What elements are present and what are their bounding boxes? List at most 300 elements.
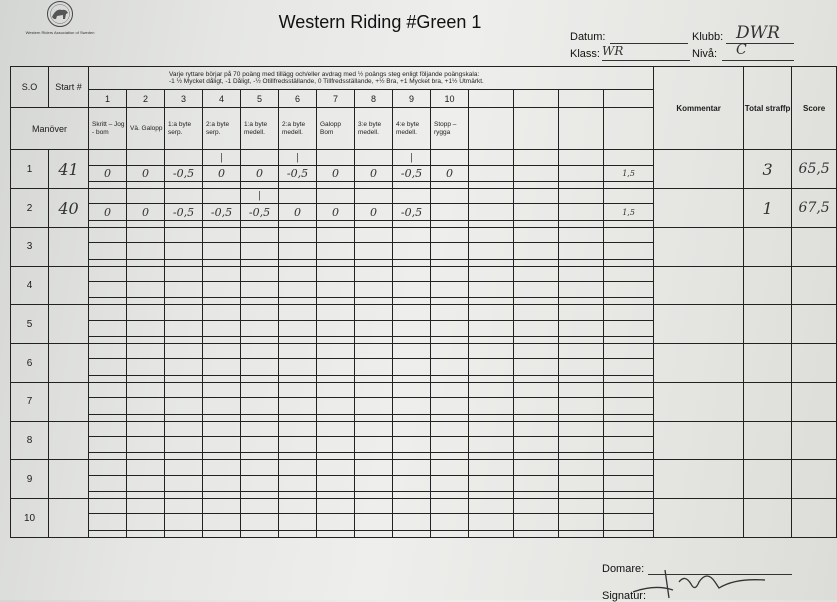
start-number-cell[interactable]: 40 [49, 189, 89, 228]
maneuver-score-cell[interactable] [393, 359, 431, 375]
penalty-cell[interactable] [469, 266, 514, 281]
maneuver-score-cell[interactable] [559, 359, 604, 375]
maneuver-score-cell[interactable] [604, 514, 654, 530]
penalty-cell[interactable] [127, 150, 165, 165]
maneuver-score-cell[interactable] [514, 475, 559, 491]
start-number-cell[interactable] [49, 344, 89, 383]
penalty-cell[interactable] [559, 460, 604, 475]
penalty-cell[interactable]: | [279, 150, 317, 165]
niva-field[interactable] [722, 42, 794, 61]
penalty-cell[interactable] [514, 460, 559, 475]
maneuver-score-cell[interactable] [469, 436, 514, 452]
penalty-cell[interactable] [393, 499, 431, 514]
total-penalty-cell[interactable] [744, 227, 792, 266]
penalty-cell[interactable] [203, 344, 241, 359]
maneuver-score-cell[interactable] [241, 514, 279, 530]
maneuver-score-cell[interactable] [559, 243, 604, 259]
penalty-cell[interactable] [317, 305, 355, 320]
penalty-cell[interactable] [604, 305, 654, 320]
penalty-cell[interactable] [203, 305, 241, 320]
penalty-cell[interactable] [279, 421, 317, 436]
penalty-cell[interactable] [317, 227, 355, 242]
total-penalty-cell[interactable] [744, 344, 792, 383]
maneuver-score-cell[interactable] [165, 281, 203, 297]
comment-cell[interactable] [654, 499, 744, 538]
maneuver-score-cell[interactable] [317, 475, 355, 491]
penalty-cell[interactable] [514, 305, 559, 320]
penalty-cell[interactable] [203, 189, 241, 204]
penalty-cell[interactable] [469, 189, 514, 204]
comment-cell[interactable] [654, 150, 744, 189]
penalty-cell[interactable] [393, 266, 431, 281]
maneuver-score-cell[interactable]: 0 [355, 204, 393, 220]
penalty-cell[interactable] [393, 421, 431, 436]
penalty-cell[interactable] [431, 344, 469, 359]
penalty-cell[interactable] [355, 189, 393, 204]
penalty-cell[interactable] [165, 499, 203, 514]
penalty-cell[interactable] [279, 305, 317, 320]
comment-cell[interactable] [654, 227, 744, 266]
score-cell[interactable] [792, 266, 837, 305]
penalty-cell[interactable] [89, 499, 127, 514]
maneuver-score-cell[interactable] [279, 475, 317, 491]
penalty-cell[interactable] [431, 499, 469, 514]
score-cell[interactable] [792, 344, 837, 383]
maneuver-score-cell[interactable] [559, 514, 604, 530]
score-cell[interactable] [792, 305, 837, 344]
penalty-cell[interactable] [317, 499, 355, 514]
penalty-cell[interactable] [241, 305, 279, 320]
maneuver-score-cell[interactable] [514, 436, 559, 452]
penalty-cell[interactable] [89, 460, 127, 475]
penalty-cell[interactable] [514, 382, 559, 397]
penalty-cell[interactable] [469, 227, 514, 242]
start-number-cell[interactable]: 41 [49, 150, 89, 189]
penalty-cell[interactable]: | [393, 150, 431, 165]
maneuver-score-cell[interactable] [559, 436, 604, 452]
maneuver-score-cell[interactable] [559, 281, 604, 297]
maneuver-score-cell[interactable] [127, 475, 165, 491]
penalty-cell[interactable] [604, 421, 654, 436]
maneuver-score-cell[interactable]: -0,5 [203, 204, 241, 220]
score-cell[interactable] [792, 499, 837, 538]
maneuver-score-cell[interactable] [431, 436, 469, 452]
penalty-cell[interactable] [165, 227, 203, 242]
maneuver-score-cell[interactable] [241, 243, 279, 259]
total-penalty-cell[interactable] [744, 266, 792, 305]
start-number-cell[interactable] [49, 305, 89, 344]
maneuver-score-cell[interactable] [393, 398, 431, 414]
penalty-cell[interactable] [431, 227, 469, 242]
start-number-cell[interactable] [49, 460, 89, 499]
penalty-cell[interactable] [165, 266, 203, 281]
penalty-cell[interactable] [165, 382, 203, 397]
maneuver-score-cell[interactable]: -0,5 [241, 204, 279, 220]
maneuver-score-cell[interactable]: -0,5 [165, 204, 203, 220]
score-cell[interactable]: 65,5 [792, 150, 837, 189]
penalty-cell[interactable] [279, 344, 317, 359]
penalty-cell[interactable] [355, 266, 393, 281]
total-penalty-cell[interactable] [744, 305, 792, 344]
penalty-cell[interactable]: | [241, 189, 279, 204]
maneuver-score-cell[interactable] [165, 475, 203, 491]
maneuver-score-cell[interactable] [127, 398, 165, 414]
penalty-cell[interactable] [89, 421, 127, 436]
maneuver-score-cell[interactable] [469, 398, 514, 414]
maneuver-score-cell[interactable] [469, 243, 514, 259]
maneuver-score-cell[interactable]: 0 [89, 204, 127, 220]
maneuver-score-cell[interactable] [355, 281, 393, 297]
maneuver-score-cell[interactable] [89, 436, 127, 452]
penalty-cell[interactable] [355, 150, 393, 165]
score-cell[interactable] [792, 460, 837, 499]
total-penalty-cell[interactable] [744, 382, 792, 421]
maneuver-score-cell[interactable] [165, 359, 203, 375]
penalty-cell[interactable] [317, 266, 355, 281]
penalty-cell[interactable] [604, 382, 654, 397]
maneuver-score-cell[interactable] [355, 398, 393, 414]
klass-field[interactable] [602, 44, 690, 61]
penalty-cell[interactable] [604, 227, 654, 242]
penalty-cell[interactable] [604, 499, 654, 514]
penalty-cell[interactable] [241, 499, 279, 514]
penalty-cell[interactable] [165, 460, 203, 475]
maneuver-score-cell[interactable] [241, 359, 279, 375]
maneuver-score-cell[interactable] [355, 436, 393, 452]
maneuver-score-cell[interactable] [604, 281, 654, 297]
maneuver-score-cell[interactable] [317, 243, 355, 259]
maneuver-score-cell[interactable] [203, 398, 241, 414]
start-number-cell[interactable] [49, 421, 89, 460]
maneuver-score-cell[interactable] [469, 165, 514, 181]
penalty-cell[interactable] [203, 421, 241, 436]
penalty-cell[interactable] [559, 344, 604, 359]
penalty-cell[interactable] [89, 150, 127, 165]
maneuver-score-cell[interactable] [393, 243, 431, 259]
penalty-cell[interactable] [241, 421, 279, 436]
maneuver-score-cell[interactable] [431, 320, 469, 336]
maneuver-score-cell[interactable] [604, 320, 654, 336]
maneuver-score-cell[interactable] [469, 204, 514, 220]
penalty-cell[interactable] [241, 382, 279, 397]
maneuver-score-cell[interactable]: 0 [317, 204, 355, 220]
maneuver-score-cell[interactable] [317, 320, 355, 336]
penalty-cell[interactable] [604, 460, 654, 475]
penalty-cell[interactable] [431, 150, 469, 165]
start-number-cell[interactable] [49, 266, 89, 305]
penalty-cell[interactable] [559, 189, 604, 204]
maneuver-score-cell[interactable]: -0,5 [279, 165, 317, 181]
penalty-cell[interactable] [89, 189, 127, 204]
maneuver-score-cell[interactable] [604, 475, 654, 491]
penalty-cell[interactable] [165, 305, 203, 320]
maneuver-score-cell[interactable] [127, 281, 165, 297]
start-number-cell[interactable] [49, 499, 89, 538]
maneuver-score-cell[interactable] [514, 320, 559, 336]
maneuver-score-cell[interactable] [355, 359, 393, 375]
maneuver-score-cell[interactable] [469, 359, 514, 375]
maneuver-score-cell[interactable] [469, 281, 514, 297]
penalty-cell[interactable] [203, 460, 241, 475]
maneuver-score-cell[interactable] [431, 514, 469, 530]
penalty-cell[interactable] [393, 382, 431, 397]
score-cell[interactable] [792, 382, 837, 421]
penalty-cell[interactable] [241, 266, 279, 281]
total-penalty-cell[interactable] [744, 460, 792, 499]
penalty-cell[interactable] [559, 266, 604, 281]
maneuver-score-cell[interactable] [514, 398, 559, 414]
maneuver-score-cell[interactable] [127, 436, 165, 452]
maneuver-score-cell[interactable]: 1,5 [604, 165, 654, 181]
comment-cell[interactable] [654, 189, 744, 228]
maneuver-score-cell[interactable] [604, 359, 654, 375]
penalty-cell[interactable] [431, 382, 469, 397]
maneuver-score-cell[interactable]: 0 [355, 165, 393, 181]
penalty-cell[interactable] [393, 227, 431, 242]
maneuver-score-cell[interactable] [241, 320, 279, 336]
maneuver-score-cell[interactable] [165, 436, 203, 452]
maneuver-score-cell[interactable] [89, 514, 127, 530]
maneuver-score-cell[interactable] [514, 514, 559, 530]
comment-cell[interactable] [654, 344, 744, 383]
maneuver-score-cell[interactable] [279, 243, 317, 259]
penalty-cell[interactable] [241, 150, 279, 165]
maneuver-score-cell[interactable] [431, 243, 469, 259]
maneuver-score-cell[interactable] [355, 475, 393, 491]
maneuver-score-cell[interactable] [241, 475, 279, 491]
maneuver-score-cell[interactable] [89, 359, 127, 375]
penalty-cell[interactable] [355, 421, 393, 436]
maneuver-score-cell[interactable] [279, 398, 317, 414]
maneuver-score-cell[interactable] [127, 243, 165, 259]
maneuver-score-cell[interactable] [89, 475, 127, 491]
comment-cell[interactable] [654, 305, 744, 344]
penalty-cell[interactable] [431, 460, 469, 475]
score-cell[interactable] [792, 227, 837, 266]
maneuver-score-cell[interactable] [559, 204, 604, 220]
penalty-cell[interactable] [317, 382, 355, 397]
penalty-cell[interactable] [355, 499, 393, 514]
maneuver-score-cell[interactable] [241, 398, 279, 414]
penalty-cell[interactable] [203, 266, 241, 281]
penalty-cell[interactable] [89, 266, 127, 281]
penalty-cell[interactable] [355, 305, 393, 320]
maneuver-score-cell[interactable] [127, 514, 165, 530]
maneuver-score-cell[interactable] [203, 243, 241, 259]
maneuver-score-cell[interactable] [559, 320, 604, 336]
penalty-cell[interactable] [89, 344, 127, 359]
maneuver-score-cell[interactable] [241, 436, 279, 452]
datum-field[interactable] [610, 31, 688, 44]
total-penalty-cell[interactable] [744, 499, 792, 538]
maneuver-score-cell[interactable] [203, 436, 241, 452]
penalty-cell[interactable] [514, 189, 559, 204]
start-number-cell[interactable] [49, 227, 89, 266]
maneuver-score-cell[interactable]: 0 [127, 165, 165, 181]
maneuver-score-cell[interactable] [355, 514, 393, 530]
maneuver-score-cell[interactable] [393, 436, 431, 452]
maneuver-score-cell[interactable] [514, 204, 559, 220]
penalty-cell[interactable] [165, 150, 203, 165]
maneuver-score-cell[interactable] [469, 320, 514, 336]
penalty-cell[interactable] [514, 150, 559, 165]
penalty-cell[interactable] [165, 421, 203, 436]
maneuver-score-cell[interactable]: 0 [89, 165, 127, 181]
penalty-cell[interactable] [431, 266, 469, 281]
penalty-cell[interactable] [514, 499, 559, 514]
maneuver-score-cell[interactable] [89, 320, 127, 336]
penalty-cell[interactable] [127, 227, 165, 242]
penalty-cell[interactable] [317, 421, 355, 436]
maneuver-score-cell[interactable] [317, 359, 355, 375]
penalty-cell[interactable] [514, 421, 559, 436]
start-number-cell[interactable] [49, 382, 89, 421]
penalty-cell[interactable] [279, 499, 317, 514]
penalty-cell[interactable] [279, 189, 317, 204]
maneuver-score-cell[interactable] [279, 359, 317, 375]
penalty-cell[interactable] [604, 189, 654, 204]
penalty-cell[interactable] [165, 344, 203, 359]
penalty-cell[interactable] [241, 460, 279, 475]
maneuver-score-cell[interactable] [279, 436, 317, 452]
penalty-cell[interactable] [514, 227, 559, 242]
maneuver-score-cell[interactable] [165, 243, 203, 259]
maneuver-score-cell[interactable] [431, 281, 469, 297]
penalty-cell[interactable] [279, 266, 317, 281]
penalty-cell[interactable] [431, 189, 469, 204]
penalty-cell[interactable] [279, 227, 317, 242]
maneuver-score-cell[interactable] [89, 398, 127, 414]
penalty-cell[interactable] [203, 499, 241, 514]
maneuver-score-cell[interactable] [514, 359, 559, 375]
penalty-cell[interactable] [393, 305, 431, 320]
penalty-cell[interactable] [127, 266, 165, 281]
penalty-cell[interactable] [241, 227, 279, 242]
penalty-cell[interactable] [317, 460, 355, 475]
comment-cell[interactable] [654, 266, 744, 305]
penalty-cell[interactable] [355, 382, 393, 397]
total-penalty-cell[interactable] [744, 421, 792, 460]
penalty-cell[interactable] [431, 305, 469, 320]
penalty-cell[interactable] [127, 499, 165, 514]
maneuver-score-cell[interactable]: 0 [279, 204, 317, 220]
maneuver-score-cell[interactable] [393, 475, 431, 491]
score-cell[interactable] [792, 421, 837, 460]
penalty-cell[interactable] [317, 189, 355, 204]
total-penalty-cell[interactable]: 3 [744, 150, 792, 189]
maneuver-score-cell[interactable] [514, 165, 559, 181]
penalty-cell[interactable] [203, 227, 241, 242]
maneuver-score-cell[interactable] [127, 320, 165, 336]
maneuver-score-cell[interactable]: 0 [203, 165, 241, 181]
penalty-cell[interactable] [559, 150, 604, 165]
maneuver-score-cell[interactable] [559, 398, 604, 414]
maneuver-score-cell[interactable]: -0,5 [393, 204, 431, 220]
maneuver-score-cell[interactable] [514, 243, 559, 259]
maneuver-score-cell[interactable] [469, 514, 514, 530]
maneuver-score-cell[interactable] [165, 398, 203, 414]
maneuver-score-cell[interactable] [127, 359, 165, 375]
maneuver-score-cell[interactable] [317, 436, 355, 452]
comment-cell[interactable] [654, 421, 744, 460]
penalty-cell[interactable] [127, 189, 165, 204]
maneuver-score-cell[interactable]: -0,5 [393, 165, 431, 181]
maneuver-score-cell[interactable] [317, 281, 355, 297]
total-penalty-cell[interactable]: 1 [744, 189, 792, 228]
maneuver-score-cell[interactable] [317, 514, 355, 530]
penalty-cell[interactable] [514, 344, 559, 359]
penalty-cell[interactable] [203, 382, 241, 397]
maneuver-score-cell[interactable] [355, 320, 393, 336]
penalty-cell[interactable] [89, 305, 127, 320]
maneuver-score-cell[interactable]: 0 [317, 165, 355, 181]
penalty-cell[interactable] [604, 344, 654, 359]
penalty-cell[interactable] [393, 189, 431, 204]
maneuver-score-cell[interactable]: 0 [241, 165, 279, 181]
maneuver-score-cell[interactable] [89, 281, 127, 297]
maneuver-score-cell[interactable] [514, 281, 559, 297]
maneuver-score-cell[interactable] [279, 281, 317, 297]
maneuver-score-cell[interactable] [431, 359, 469, 375]
maneuver-score-cell[interactable] [165, 320, 203, 336]
maneuver-score-cell[interactable] [203, 320, 241, 336]
penalty-cell[interactable] [559, 382, 604, 397]
maneuver-score-cell[interactable] [431, 475, 469, 491]
penalty-cell[interactable] [127, 344, 165, 359]
penalty-cell[interactable] [559, 499, 604, 514]
penalty-cell[interactable] [89, 382, 127, 397]
maneuver-score-cell[interactable] [393, 514, 431, 530]
penalty-cell[interactable] [469, 421, 514, 436]
penalty-cell[interactable] [393, 344, 431, 359]
maneuver-score-cell[interactable] [279, 514, 317, 530]
penalty-cell[interactable] [469, 305, 514, 320]
maneuver-score-cell[interactable] [469, 475, 514, 491]
maneuver-score-cell[interactable] [559, 165, 604, 181]
penalty-cell[interactable] [469, 382, 514, 397]
maneuver-score-cell[interactable] [203, 359, 241, 375]
penalty-cell[interactable] [241, 344, 279, 359]
penalty-cell[interactable] [559, 227, 604, 242]
maneuver-score-cell[interactable] [89, 243, 127, 259]
maneuver-score-cell[interactable]: 0 [431, 165, 469, 181]
maneuver-score-cell[interactable] [393, 281, 431, 297]
penalty-cell[interactable] [355, 344, 393, 359]
maneuver-score-cell[interactable] [317, 398, 355, 414]
penalty-cell[interactable] [127, 382, 165, 397]
penalty-cell[interactable] [317, 150, 355, 165]
penalty-cell[interactable] [89, 227, 127, 242]
penalty-cell[interactable]: | [203, 150, 241, 165]
maneuver-score-cell[interactable] [279, 320, 317, 336]
maneuver-score-cell[interactable] [431, 204, 469, 220]
maneuver-score-cell[interactable] [165, 514, 203, 530]
penalty-cell[interactable] [469, 150, 514, 165]
penalty-cell[interactable] [279, 460, 317, 475]
penalty-cell[interactable] [559, 421, 604, 436]
penalty-cell[interactable] [165, 189, 203, 204]
penalty-cell[interactable] [127, 305, 165, 320]
penalty-cell[interactable] [279, 382, 317, 397]
penalty-cell[interactable] [355, 460, 393, 475]
comment-cell[interactable] [654, 460, 744, 499]
maneuver-score-cell[interactable]: 1,5 [604, 204, 654, 220]
maneuver-score-cell[interactable] [393, 320, 431, 336]
penalty-cell[interactable] [431, 421, 469, 436]
maneuver-score-cell[interactable] [241, 281, 279, 297]
penalty-cell[interactable] [469, 344, 514, 359]
penalty-cell[interactable] [355, 227, 393, 242]
